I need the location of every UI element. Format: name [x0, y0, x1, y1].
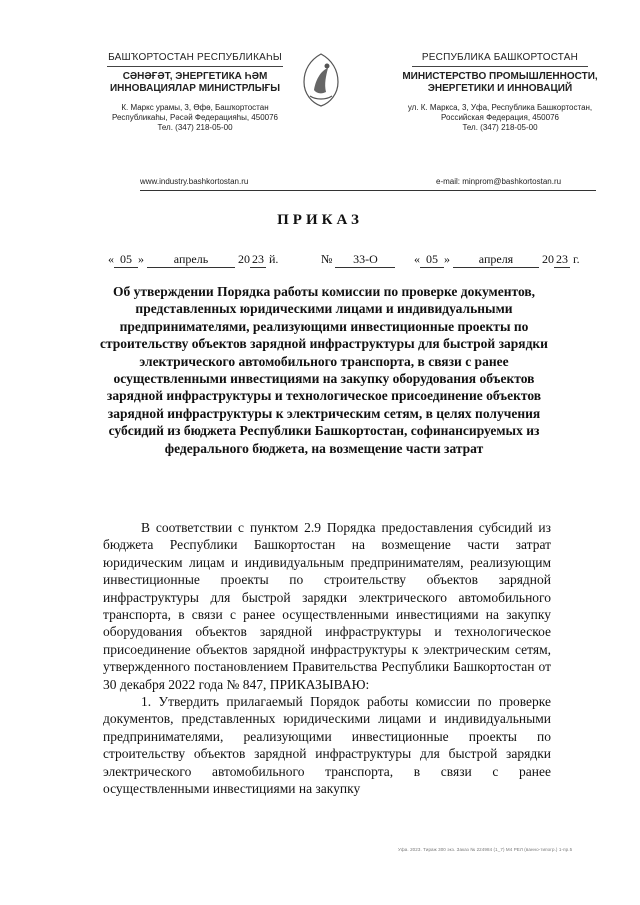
- header-left-ministry: СӘНӘҒӘТ, ЭНЕРГЕТИКА ҺӘМ ИННОВАЦИЯЛАР МИНИСТРЛЫҒЫ: [109, 71, 281, 94]
- header-left-rule: [107, 66, 283, 67]
- date-left-quote-open: «: [108, 252, 114, 266]
- header-right-rule: [412, 66, 588, 67]
- header-left-address: К. Маркс урамы, 3, Өфө, Башҡортостан Республикаһы, Рәсәй Федерацияһы, 450076: [111, 103, 278, 122]
- date-right-year: 23: [556, 252, 568, 266]
- document-title: ПРИКАЗ: [277, 212, 363, 228]
- header-divider: [140, 190, 596, 191]
- header-left-phone: Тел. (347) 218-05-00: [157, 123, 233, 132]
- date-left-month: апрель: [147, 252, 235, 268]
- header-right-phone: Тел. (347) 218-05-00: [462, 123, 538, 132]
- date-right-quote-open: «: [414, 252, 420, 266]
- date-left-day: 05: [114, 252, 138, 268]
- date-right-quote-close: »: [444, 252, 450, 266]
- coat-of-arms-emblem: [296, 50, 346, 110]
- header-left: [95, 52, 295, 133]
- body-paragraph-1: В соответствии с пунктом 2.9 Порядка предоставления субсидий из бюджета Республики Башкортостан на возмещение части затрат юридическим лицам и индивидуальным предпринимателям, реализующим инвестиционные проекты по строительству объектов зарядной инфраструктуры для быстрой зарядки электрического автомобильного транспорта, в связи с ранее осуществленными инвестициями на закупку оборудования объектов зарядной инфраструктуры и технологическое присоединение объектов зарядной инфраструктуры к электрическим сетям, утвержденного постановлением Правительства Республики Башкортостан от 30 декабря 2022 года № 847, ПРИКАЗЫВАЮ:: [103, 520, 551, 692]
- date-left-suffix: й.: [269, 252, 279, 266]
- order-subject: Об утверждении Порядка работы комиссии по проверке документов, представленных юридическими лицами и индивидуальными предпринимателями, реализующими инвестиционные проекты по строительству объектов зарядной инфраструктуры для быстрой зарядки электрического автомобильного транспорта, в связи с ранее осуществленными инвестициями на закупку оборудования объектов зарядной инфраструктуры и технологическое присоединение объектов зарядной инфраструктуры к электрическим сетям, в целях получения субсидий из бюджета Республики Башкортостан, софинансируемых из федерального бюджета, на возмещение части затрат: [100, 284, 548, 456]
- order-number: [321, 252, 395, 268]
- header-right-country: РЕСПУБЛИКА БАШКОРТОСТАН: [421, 52, 579, 63]
- header-right-address: ул. К. Маркса, 3, Уфа, Республика Башкортостан, Российская Федерация, 450076: [407, 103, 593, 122]
- header-left-country: БАШҠОРТОСТАН РЕСПУБЛИКАҺЫ: [108, 52, 282, 63]
- date-left-year-prefix: 20: [238, 252, 250, 266]
- date-right-month: апреля: [453, 252, 539, 268]
- date-right-year-prefix: 20: [542, 252, 554, 266]
- header-right-ministry: МИНИСТЕРСТВО ПРОМЫШЛЕННОСТИ, ЭНЕРГЕТИКИ И ИННОВАЦИЙ: [402, 71, 598, 94]
- header-right: [400, 52, 600, 133]
- order-body: [103, 519, 551, 798]
- order-number-value: 33-О: [335, 252, 395, 268]
- date-left-quote-close: »: [138, 252, 144, 266]
- date-right-suffix: г.: [573, 252, 580, 266]
- date-right: [414, 252, 580, 268]
- header-email: e-mail: minprom@bashkortostan.ru: [436, 177, 562, 186]
- date-left-year: 23: [252, 252, 264, 266]
- body-paragraph-2: 1. Утвердить прилагаемый Порядок работы комиссии по проверке документов, представленных юридическими лицами и индивидуальными предпринимателями, реализующими инвестиционные проекты по строительству объектов зарядной инфраструктуры для быстрой зарядки электрического автомобильного транспорта, в связи с ранее осуществленными инвестициями на закупку: [103, 694, 551, 797]
- date-right-day: 05: [420, 252, 444, 268]
- date-left: [108, 252, 278, 268]
- order-number-sign: №: [321, 252, 333, 266]
- header-website: www.industry.bashkortostan.ru: [140, 177, 249, 186]
- print-footer: Уфа. 2023. Тираж 300 экз. Заказ № 224984 (1_7) М4 РЕЛ (ванно-типогр.) 1-пр.5: [398, 847, 573, 852]
